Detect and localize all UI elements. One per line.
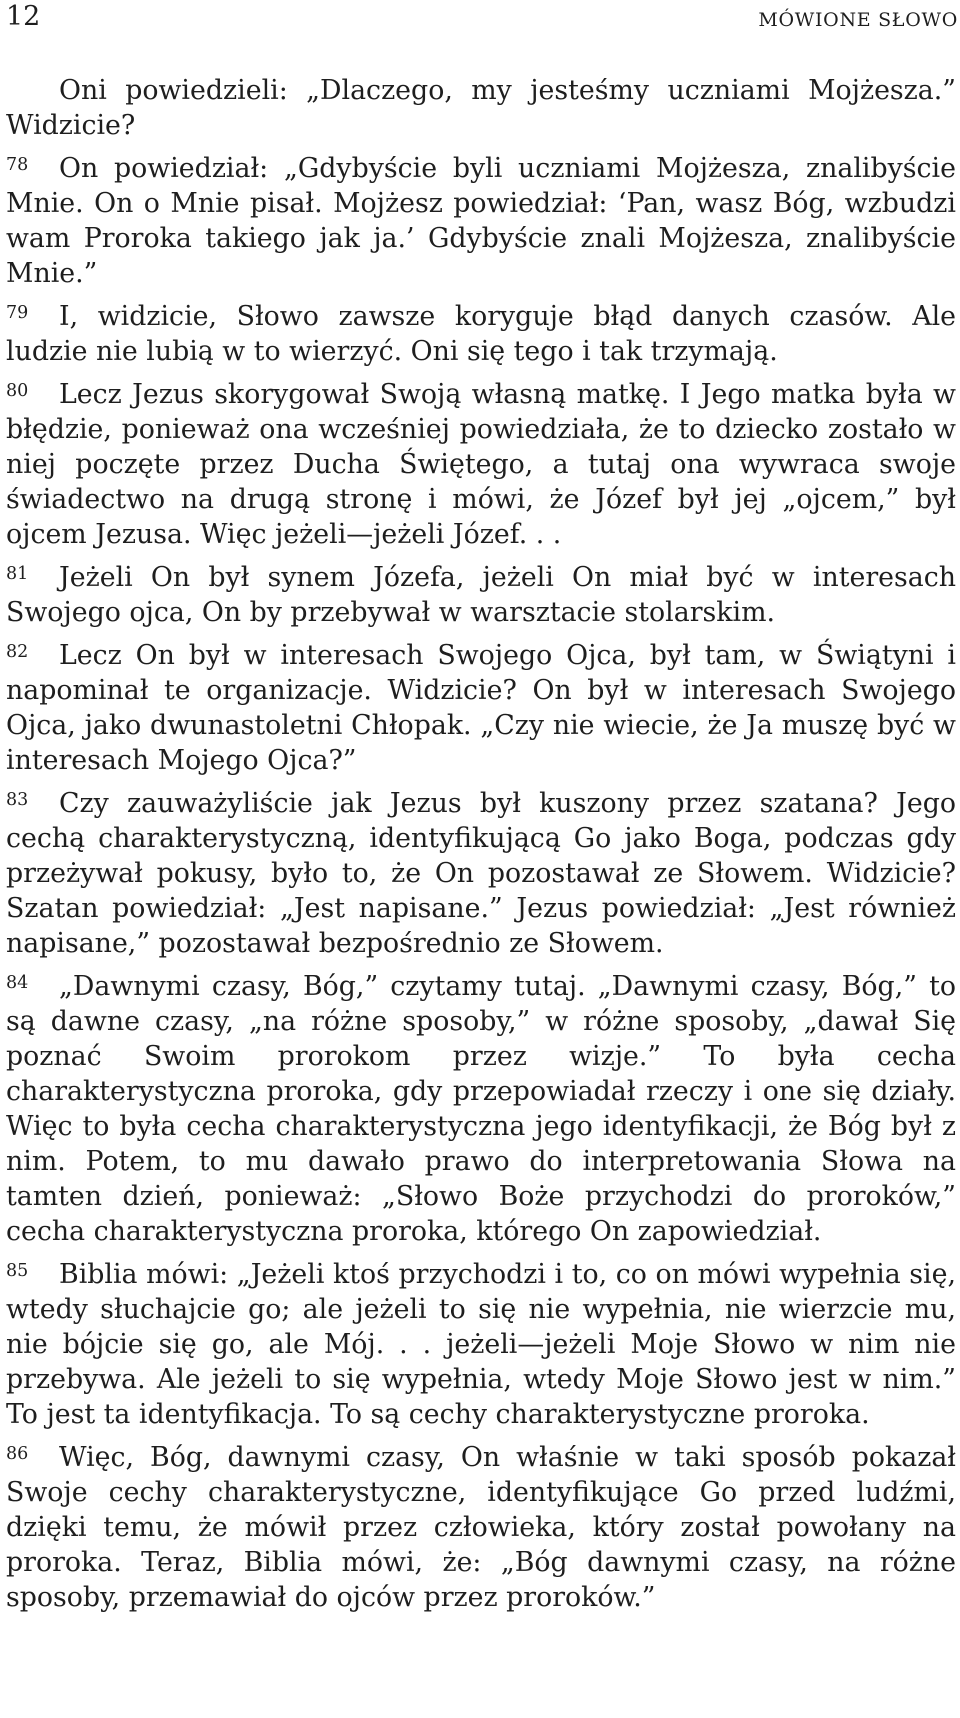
paragraph-number: 81 <box>6 564 29 584</box>
paragraph-number: 82 <box>6 642 29 662</box>
paragraph-number: 85 <box>6 1261 29 1281</box>
paragraph-text: Jeżeli On był synem Józefa, jeżeli On miał być w interesach Swojego ojca, On by przebywał w warsztacie stolarskim. <box>6 562 956 628</box>
paragraph-80 <box>6 374 956 552</box>
paragraph-text: Lecz On był w interesach Swojego Ojca, był tam, w Świątyni i napominał te organizacje. Widzicie? On był w interesach Swojego Ojca, jako dwunastoletni Chłopak. „Czy nie wiecie, że Ja muszę być w interesach Mojego Ojca?” <box>6 640 956 776</box>
page-number: 12 <box>6 1 41 32</box>
paragraph-79 <box>6 296 956 369</box>
paragraph-text: I, widzicie, Słowo zawsze koryguje błąd danych czasów. Ale ludzie nie lubią w to wierzyć. Oni się tego i tak trzymają. <box>6 301 956 367</box>
paragraph-text: „Dawnymi czasy, Bóg,” czytamy tutaj. „Dawnymi czasy, Bóg,” to są dawne czasy, „na różne sposoby,” w różne sposoby, „dawał Się poznać Swoim prorokom przez wizje.” To była cecha charakterystyczna proroka, gdy przepowiadał rzeczy i one się działy. Więc to była cecha charakterystyczna jego identyfikacji, że Bóg był z nim. Potem, to mu dawało prawo do interpretowania Słowa na tamten dzień, ponieważ: „Słowo Boże przychodzi do proroków,” cecha charakterystyczna proroka, którego On zapowiedział. <box>6 971 956 1247</box>
paragraph-text: On powiedział: „Gdybyście byli uczniami Mojżesza, znalibyście Mnie. On o Mnie pisał. Mojżesz powiedział: ‘Pan, wasz Bóg, wzbudzi wam Proroka takiego jak ja.’ Gdybyście znali Mojżesza, znalibyście Mnie.” <box>6 153 956 289</box>
paragraph-number: 86 <box>6 1444 29 1464</box>
paragraph-text: Czy zauważyliście jak Jezus był kuszony przez szatana? Jego cechą charakterystyczną, identyfikującą Go jako Boga, podczas gdy przeżywał pokusy, było to, że On pozostawał ze Słowem. Widzicie? Szatan powiedział: „Jest napisane.” Jezus powiedział: „Jest również napisane,” pozostawał bezpośrednio ze Słowem. <box>6 788 956 959</box>
paragraph-78 <box>6 148 956 291</box>
paragraph-number: 83 <box>6 790 29 810</box>
paragraph-86 <box>6 1437 956 1615</box>
paragraph-82 <box>6 635 956 778</box>
paragraph-84 <box>6 966 956 1249</box>
paragraph-text: Lecz Jezus skorygował Swoją własną matkę. I Jego matka była w błędzie, ponieważ ona wcześniej powiedziała, że to dziecko zostało w niej poczęte przez Ducha Świętego, a tutaj ona wywraca swoje świadectwo na drugą stronę i mówi, że Józef był jej „ojcem,” był ojcem Jezusa. Więc jeżeli—jeżeli Józef. . . <box>6 379 956 550</box>
paragraph-number: 84 <box>6 973 29 993</box>
paragraph-number: 80 <box>6 381 29 401</box>
paragraph-text: Oni powiedzieli: „Dlaczego, my jesteśmy uczniami Mojżesza.” Widzicie? <box>6 75 956 141</box>
paragraph-85 <box>6 1254 956 1432</box>
paragraph-text: Więc, Bóg, dawnymi czasy, On właśnie w taki sposób pokazał Swoje cechy charakterystyczne, identyfikujące Go przed ludźmi, dzięki temu, że mówił przez człowieka, który został powołany na proroka. Teraz, Biblia mówi, że: „Bóg dawnymi czasy, na różne sposoby, przemawiał do ojców przez proroków.” <box>6 1442 956 1613</box>
paragraph-continuation <box>6 73 956 143</box>
paragraph-text: Biblia mówi: „Jeżeli ktoś przychodzi i to, co on mówi wypełnia się, wtedy słuchajcie go; ale jeżeli to się nie wypełnia, nie wierzcie mu, nie bójcie się go, ale Mój. . . jeżeli—jeżeli Moje Słowo w nim nie przebywa. Ale jeżeli to się wypełnia, wtedy Moje Słowo jest w nim.” To jest ta identyfikacja. To są cechy charakterystyczne proroka. <box>6 1259 956 1430</box>
body-text <box>6 73 956 1615</box>
running-title: MÓWIONE SŁOWO <box>758 9 958 31</box>
paragraph-number: 78 <box>6 155 29 175</box>
paragraph-81 <box>6 557 956 630</box>
page-header <box>0 0 960 40</box>
paragraph-number: 79 <box>6 303 29 323</box>
paragraph-83 <box>6 783 956 961</box>
